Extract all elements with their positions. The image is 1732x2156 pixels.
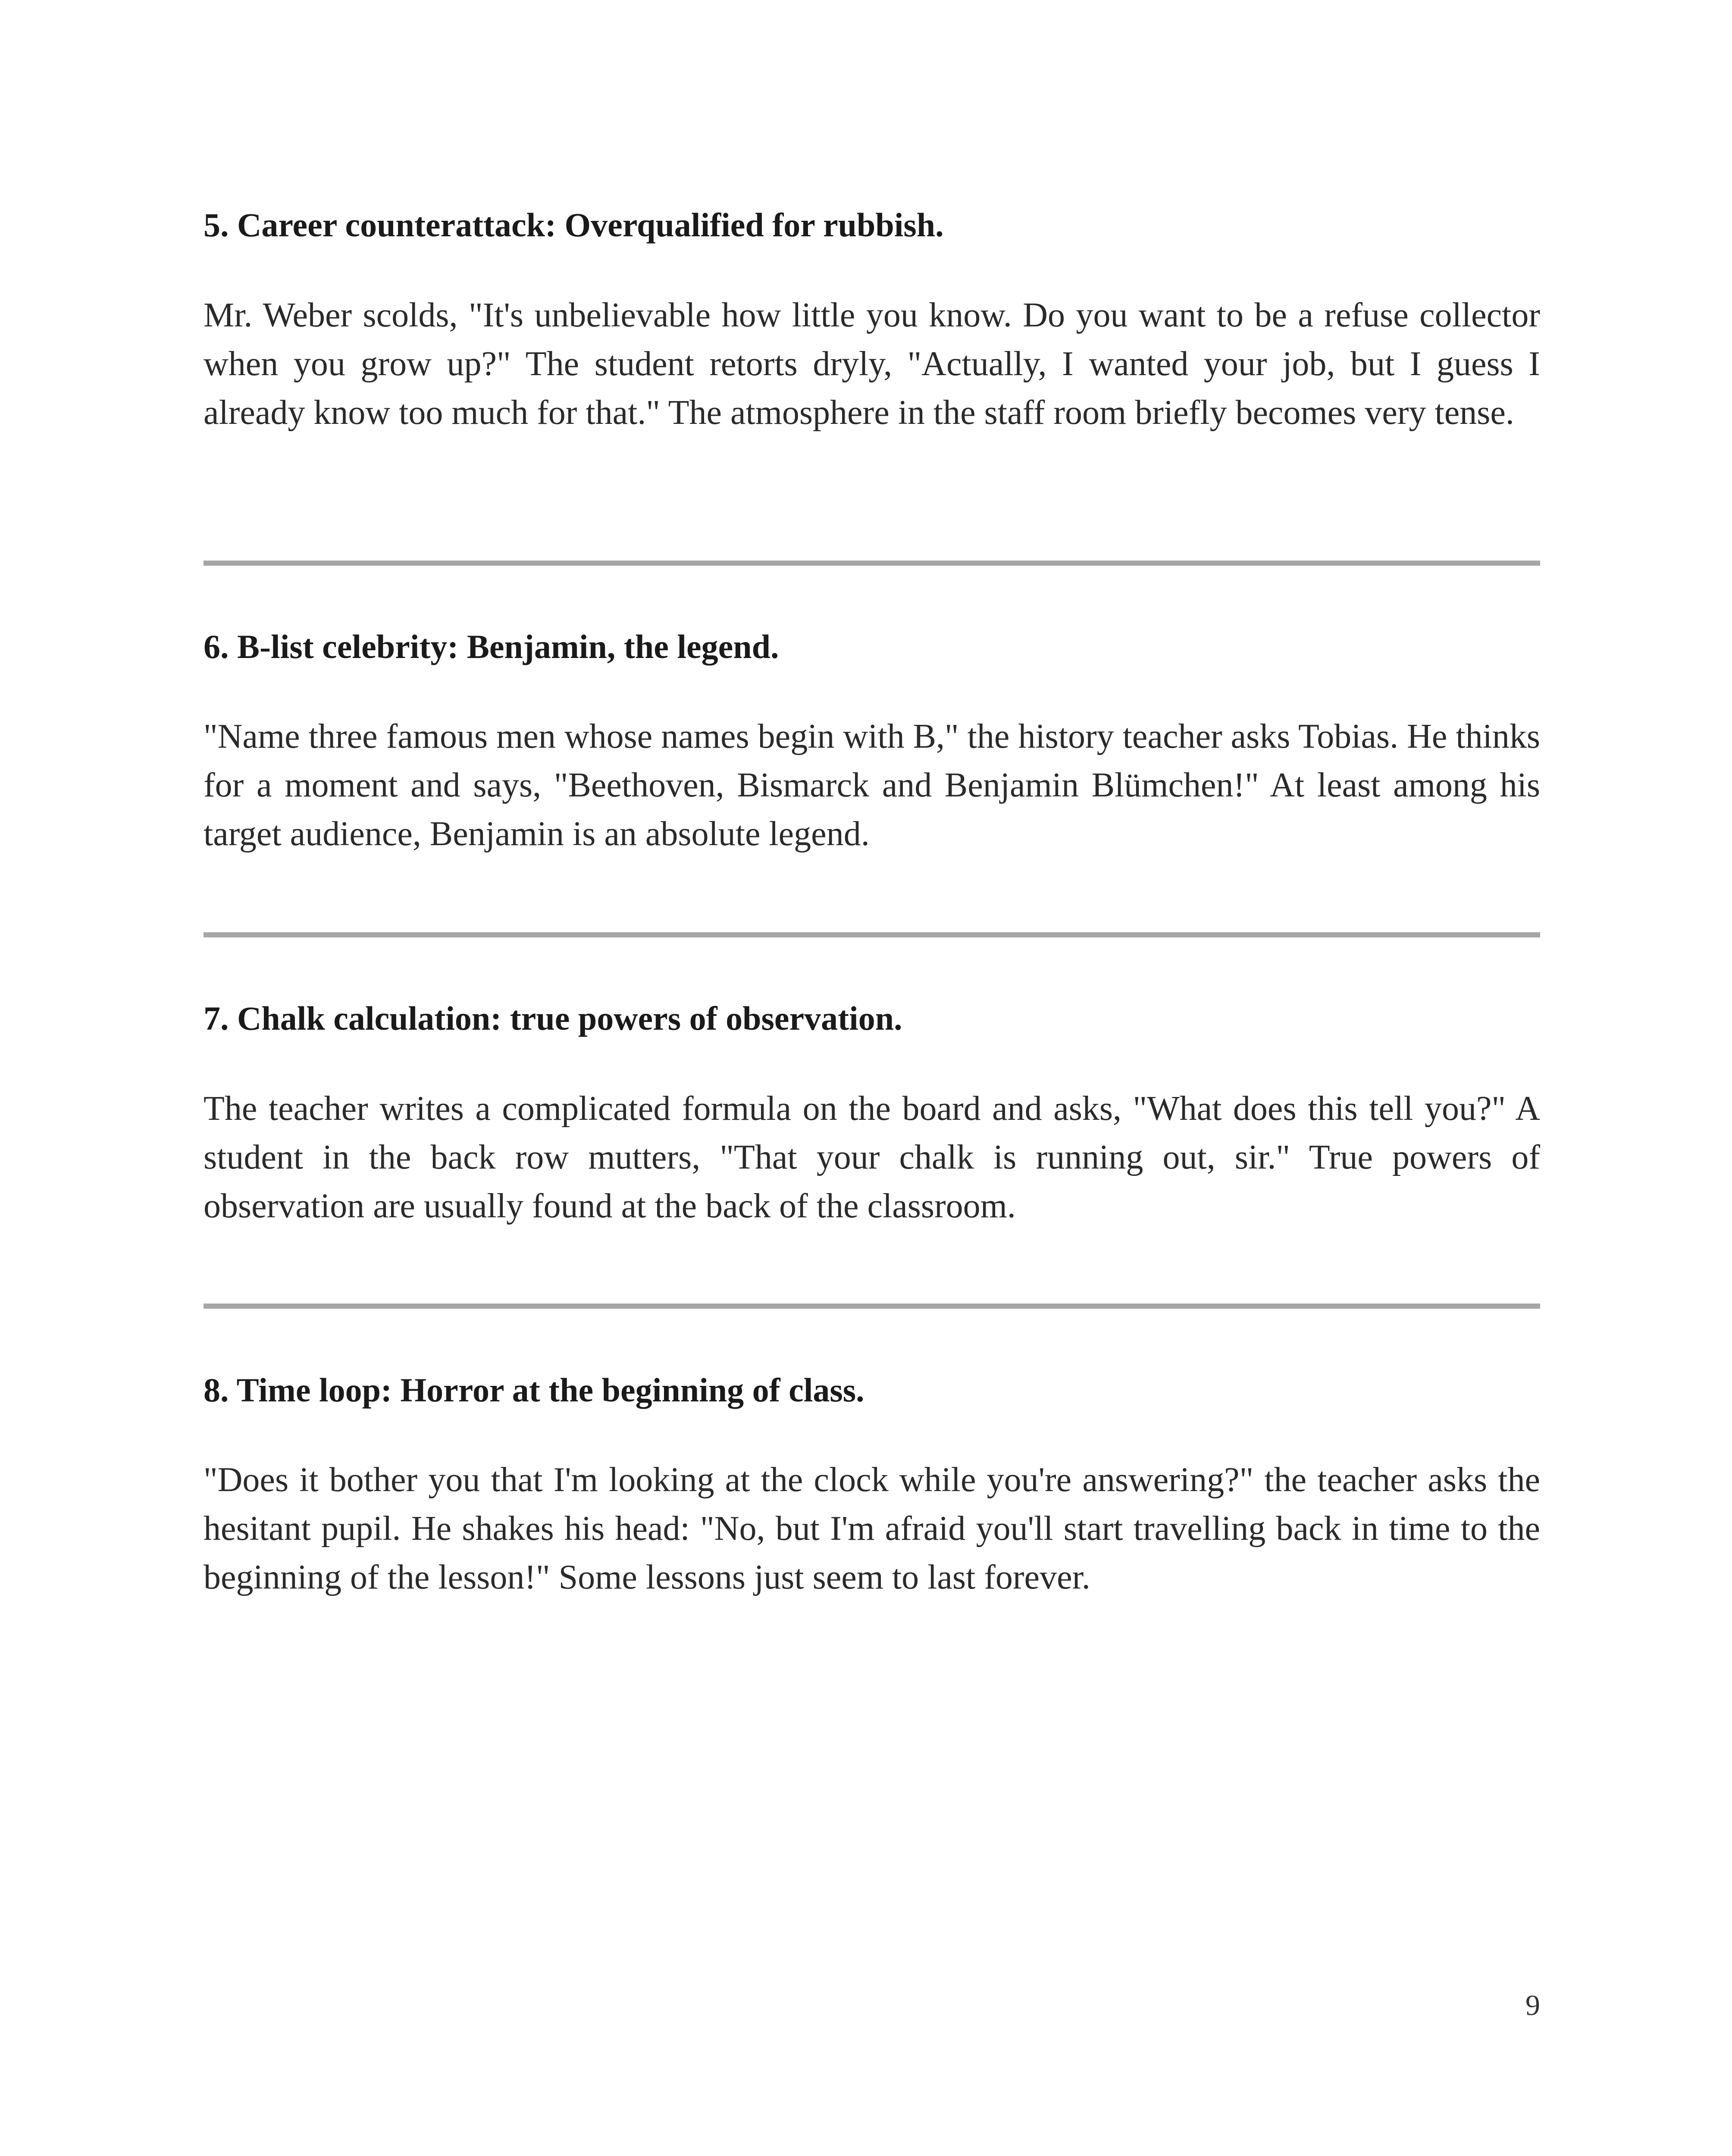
joke-section-7 — [204, 997, 1540, 1256]
joke-section-6 — [204, 625, 1540, 884]
section-heading: 8. Time loop: Horror at the beginning of class. — [204, 1371, 864, 1409]
section-body: "Name three famous men whose names begin with B," the history teacher asks Tobias. He thinks for a moment and says, "Beethoven, Bismarck and Benjamin Blümchen!" At least among his target audience, Benjamin is an absolute legend. — [204, 718, 1540, 853]
joke-section-8 — [204, 1369, 1540, 1627]
page-number: 9 — [1525, 1989, 1540, 2021]
section-body: The teacher writes a complicated formula on the board and asks, "What does this tell you?" A student in the back row mutters, "That your chalk is running out, sir." True powers of observation are usually found at the back of the classroom. — [204, 1090, 1540, 1225]
section-heading: 7. Chalk calculation: true powers of observation. — [204, 1000, 902, 1037]
section-divider — [204, 1304, 1540, 1309]
section-divider — [204, 561, 1540, 566]
section-body: Mr. Weber scolds, "It's unbelievable how little you know. Do you want to be a refuse collector when you grow up?" The student retorts dryly, "Actually, I wanted your job, but I guess I already know too much for that." The atmosphere in the staff room briefly becomes very tense. — [204, 296, 1540, 432]
section-heading: 5. Career counterattack: Overqualified for rubbish. — [204, 206, 944, 244]
section-divider — [204, 932, 1540, 937]
section-heading: 6. B-list celebrity: Benjamin, the legend. — [204, 628, 779, 665]
section-body: "Does it bother you that I'm looking at the clock while you're answering?" the teacher asks the hesitant pupil. He shakes his head: "No, but I'm afraid you'll start travelling back in time to the beginning of the lesson!" Some lessons just seem to last forever. — [204, 1461, 1540, 1596]
joke-section-5 — [204, 204, 1540, 505]
